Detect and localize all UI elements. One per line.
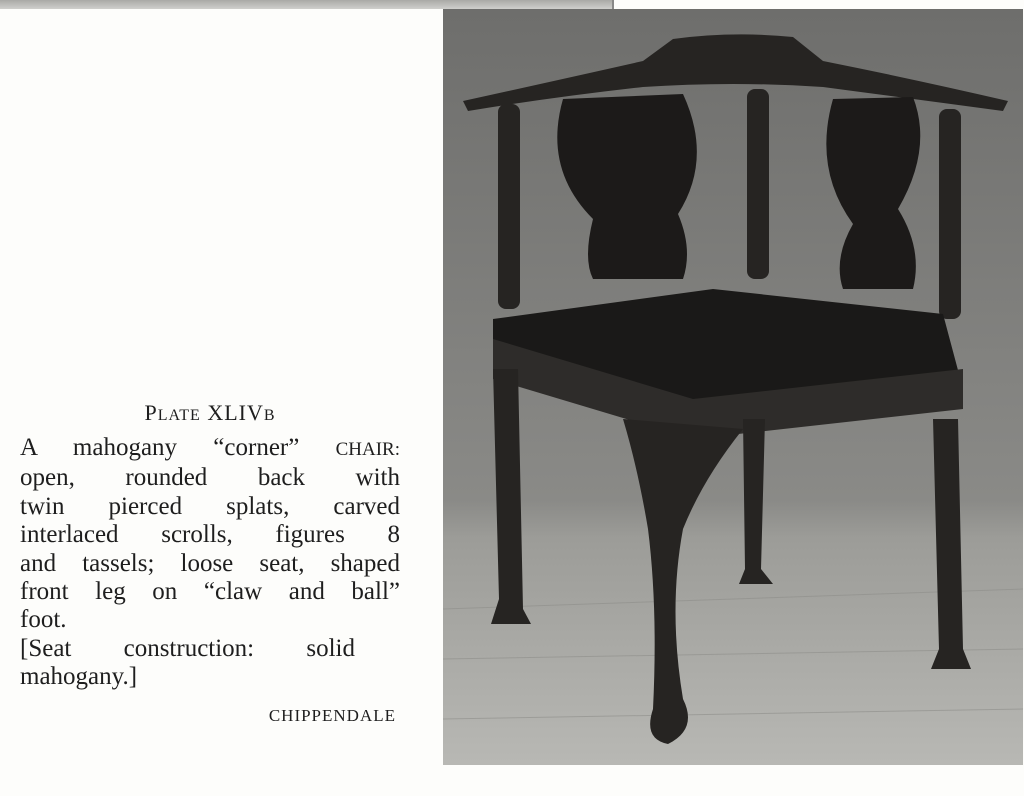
previous-plate-edge <box>0 0 614 9</box>
maker-attribution: CHIPPENDALE <box>268 705 396 725</box>
plate-title: PLATE XLIVB <box>144 400 276 425</box>
chair-photograph <box>443 9 1023 765</box>
plate-description: A mahogany “corner” CHAIR: open, rounded back with twin pierced splats, carved interlaced scrolls, figures 8 and tassels; loose seat, shaped front leg on “claw and ball” foot. [Seat construction: solid mahogany.] <box>20 434 400 691</box>
plate-caption <box>20 400 400 726</box>
